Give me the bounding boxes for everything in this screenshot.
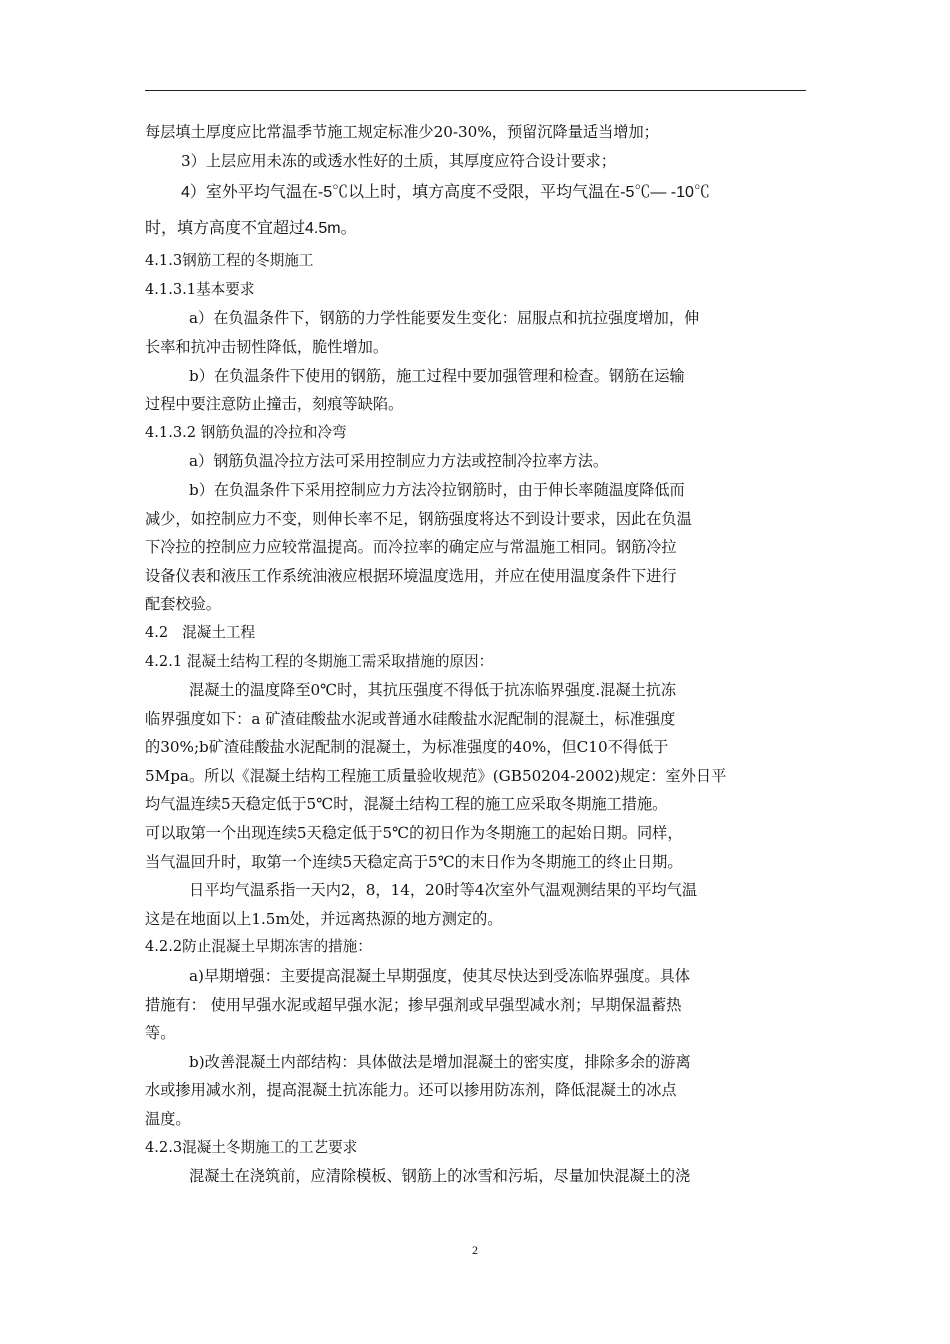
text-line: 配套校验。 <box>145 595 221 614</box>
text-line: 的30%;b矿渣硅酸盐水泥配制的混凝土，为标准强度的40%，但C10不得低于 <box>145 738 669 757</box>
text-line: 混凝土的温度降至0℃时，其抗压强度不得低于抗冻临界强度.混凝土抗冻 <box>189 681 677 700</box>
text-line: a）在负温条件下，钢筋的力学性能要发生变化：屈服点和抗拉强度增加，伸 <box>189 309 700 328</box>
section-heading: 4.1.3.1基本要求 <box>145 280 255 298</box>
text-line: 设备仪表和液压工作系统油液应根据环境温度选用，并应在使用温度条件下进行 <box>145 566 677 585</box>
text-line: 每层填土厚度应比常温季节施工规定标准少20-30%，预留沉降量适当增加； <box>145 123 659 141</box>
text-line: 措施有： 使用早强水泥或超早强水泥；掺早强剂或早强型减水剂；早期保温蓄热 <box>145 995 682 1014</box>
section-heading: 4.1.3钢筋工程的冬期施工 <box>145 252 314 270</box>
document-body <box>145 118 809 1191</box>
text-line: a）钢筋负温冷拉方法可采用控制应力方法或控制冷拉率方法。 <box>189 452 609 471</box>
text-line: a)早期增强：主要提高混凝土早期强度，使其尽快达到受冻临界强度。具体 <box>189 967 690 986</box>
text-line: 3）上层应用未冻的或透水性好的土质，其厚度应符合设计要求； <box>181 151 616 170</box>
section-heading: 4.2.1 混凝土结构工程的冬期施工需采取措施的原因： <box>145 652 494 670</box>
text-line: 等。 <box>145 1024 176 1043</box>
text-line: 温度。 <box>145 1110 191 1128</box>
text-line: 水或掺用减水剂，提高混凝土抗冻能力。还可以掺用防冻剂，降低混凝土的冰点 <box>145 1081 677 1100</box>
section-heading: 4.2.2防止混凝土早期冻害的措施： <box>145 938 372 956</box>
text-line: 下冷拉的控制应力应较常温提高。而冷拉率的确定应与常温施工相同。钢筋冷拉 <box>145 538 677 557</box>
text-line: 可以取第一个出现连续5天稳定低于5℃的初日作为冬期施工的起始日期。同样， <box>145 824 683 843</box>
section-heading: 4.1.3.2 钢筋负温的冷拉和冷弯 <box>145 423 347 441</box>
text-line: 长率和抗冲击韧性降低，脆性增加。 <box>145 337 388 356</box>
section-heading: 4.2 混凝土工程 <box>145 623 256 641</box>
text-line: 时，填方高度不宜超过4.5m。 <box>145 220 357 238</box>
text-line: 当气温回升时，取第一个连续5天稳定高于5℃的末日作为冬期施工的终止日期。 <box>145 852 683 871</box>
text-line: 混凝土在浇筑前，应清除模板、钢筋上的冰雪和污垢，尽量加快混凝土的浇 <box>189 1167 691 1186</box>
header-rule <box>145 90 806 91</box>
text-line: 日平均气温系指一天内2，8，14，20时等4次室外气温观测结果的平均气温 <box>189 881 698 900</box>
text-line: 4）室外平均气温在-5℃以上时，填方高度不受限，平均气温在-5℃— -10℃ <box>181 184 710 202</box>
text-line: 这是在地面以上1.5m处，并远离热源的地方测定的。 <box>145 909 503 928</box>
text-line: 减少，如控制应力不变，则伸长率不足，钢筋强度将达不到设计要求，因此在负温 <box>145 509 692 528</box>
text-line: b)改善混凝土内部结构：具体做法是增加混凝土的密实度，排除多余的游离 <box>189 1052 691 1071</box>
text-line: 均气温连续5天稳定低于5℃时，混凝土结构工程的施工应采取冬期施工措施。 <box>145 795 668 814</box>
text-line: 临界强度如下：a 矿渣硅酸盐水泥或普通水硅酸盐水泥配制的混凝土，标准强度 <box>145 709 676 728</box>
text-line: b）在负温条件下使用的钢筋，施工过程中要加强管理和检查。钢筋在运输 <box>189 366 685 385</box>
text-line: b）在负温条件下采用控制应力方法冷拉钢筋时，由于伸长率随温度降低而 <box>189 480 685 499</box>
text-line: 过程中要注意防止撞击，刻痕等缺陷。 <box>145 395 404 414</box>
text-line: 5Mpa。所以《混凝土结构工程施工质量验收规范》(GB50204-2002)规定：室外日平 <box>145 766 727 785</box>
section-heading: 4.2.3混凝土冬期施工的工艺要求 <box>145 1138 358 1156</box>
page-number: 2 <box>472 1243 478 1257</box>
